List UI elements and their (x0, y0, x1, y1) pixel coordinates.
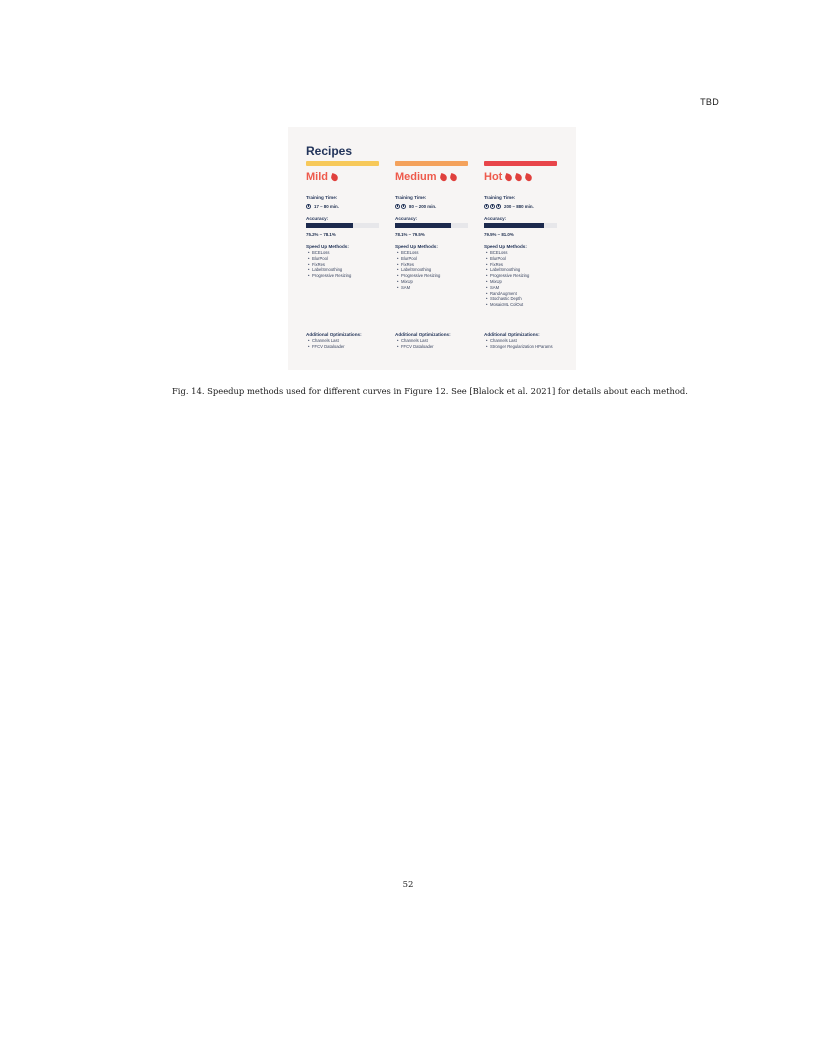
training-time-value: 80 – 200 min. (409, 203, 437, 209)
accuracy-bar (395, 223, 468, 228)
heat-bar (484, 161, 557, 166)
figure-title: Recipes (306, 144, 353, 158)
pepper-icon (504, 173, 513, 182)
level-label: Medium (395, 171, 437, 183)
training-time-label: Training Time: (306, 195, 338, 200)
training-time-row (395, 202, 468, 210)
list-item: • BlurPool (306, 256, 379, 262)
list-item: • RandAugment (484, 291, 557, 297)
list-item: • Progressive Resizing (484, 273, 557, 279)
clock-icon (484, 204, 489, 209)
page-number: 52 (402, 880, 414, 890)
accuracy-value: 79.5% – 81.0% (484, 232, 514, 237)
list-item: • Progressive Resizing (395, 273, 468, 279)
recipe-level (395, 169, 468, 185)
list-item: • LabelSmoothing (395, 267, 468, 273)
list-item: • Stochastic Depth (484, 296, 557, 302)
additional-list (306, 338, 379, 350)
list-item: • LabelSmoothing (306, 267, 379, 273)
list-item: • BlurPool (484, 256, 557, 262)
training-time-row (306, 202, 379, 210)
speedup-label: Speed Up Methods: (395, 244, 438, 249)
pepper-icon (330, 173, 339, 182)
additional-label: Additional Optimizations: (484, 332, 540, 337)
speedup-label: Speed Up Methods: (306, 244, 349, 249)
accuracy-label: Accuracy: (306, 216, 329, 221)
accuracy-bar-fill (395, 223, 451, 228)
list-item: • Channels Last (395, 338, 468, 344)
recipe-column-medium (395, 161, 468, 308)
list-item: • LabelSmoothing (484, 267, 557, 273)
heat-bar (395, 161, 468, 166)
list-item: • Channels Last (484, 338, 557, 344)
additional-optimizations-medium (395, 332, 468, 350)
accuracy-value: 78.1% – 79.5% (395, 232, 425, 237)
list-item: • MixUp (395, 279, 468, 285)
additional-list (395, 338, 468, 350)
list-item: • FixRes (306, 262, 379, 268)
list-item: • MosaicML ColOut (484, 302, 557, 308)
clock-icon (395, 204, 400, 209)
recipe-level (484, 169, 557, 185)
speedup-methods-list (484, 250, 557, 308)
accuracy-label: Accuracy: (484, 216, 507, 221)
accuracy-bar (484, 223, 557, 228)
figure-caption: Fig. 14. Speedup methods used for different curves in Figure 12. See [Blalock et al. 2021] for details about each method. (172, 386, 688, 396)
list-item: • MixUp (484, 279, 557, 285)
pepper-icon (449, 173, 458, 182)
list-item: • SAM (484, 285, 557, 291)
list-item: • BlurPool (395, 256, 468, 262)
clock-icon (490, 204, 495, 209)
training-time-label: Training Time: (395, 195, 427, 200)
list-item: • FixRes (395, 262, 468, 268)
clock-icon (401, 204, 406, 209)
training-time-value: 200 – 880 min. (504, 203, 534, 209)
additional-optimizations-mild (306, 332, 379, 350)
list-item: • Progressive Resizing (306, 273, 379, 279)
speedup-methods-list (395, 250, 468, 291)
additional-list (484, 338, 557, 350)
speedup-methods-list (306, 250, 379, 279)
accuracy-label: Accuracy: (395, 216, 418, 221)
list-item: • BCELoss (306, 250, 379, 256)
list-item: • Channels Last (306, 338, 379, 344)
list-item: • BCELoss (484, 250, 557, 256)
list-item: • Stronger Regularization HParams (484, 344, 557, 350)
clock-icon (496, 204, 501, 209)
additional-label: Additional Optimizations: (306, 332, 362, 337)
speedup-label: Speed Up Methods: (484, 244, 527, 249)
recipe-column-mild (306, 161, 379, 308)
recipe-column-hot (484, 161, 557, 308)
accuracy-bar (306, 223, 379, 228)
running-head: TBD (700, 97, 719, 107)
list-item: • FFCV Dataloader (395, 344, 468, 350)
training-time-row (484, 202, 557, 210)
recipes-figure (288, 127, 576, 370)
accuracy-bar-fill (306, 223, 353, 228)
pepper-icon (439, 173, 448, 182)
pepper-icon (514, 173, 523, 182)
clock-icon (306, 204, 311, 209)
training-time-value: 17 – 80 min. (314, 203, 339, 209)
list-item: • FFCV Dataloader (306, 344, 379, 350)
level-label: Mild (306, 171, 328, 183)
additional-optimizations-hot (484, 332, 557, 350)
training-time-label: Training Time: (484, 195, 516, 200)
list-item: • FixRes (484, 262, 557, 268)
recipe-columns (306, 161, 558, 308)
additional-label: Additional Optimizations: (395, 332, 451, 337)
pepper-icon (524, 173, 533, 182)
heat-bar (306, 161, 379, 166)
list-item: • BCELoss (395, 250, 468, 256)
level-label: Hot (484, 171, 503, 183)
recipe-level (306, 169, 379, 185)
accuracy-bar-fill (484, 223, 544, 228)
accuracy-value: 75.2% – 78.1% (306, 232, 336, 237)
list-item: • SAM (395, 285, 468, 291)
